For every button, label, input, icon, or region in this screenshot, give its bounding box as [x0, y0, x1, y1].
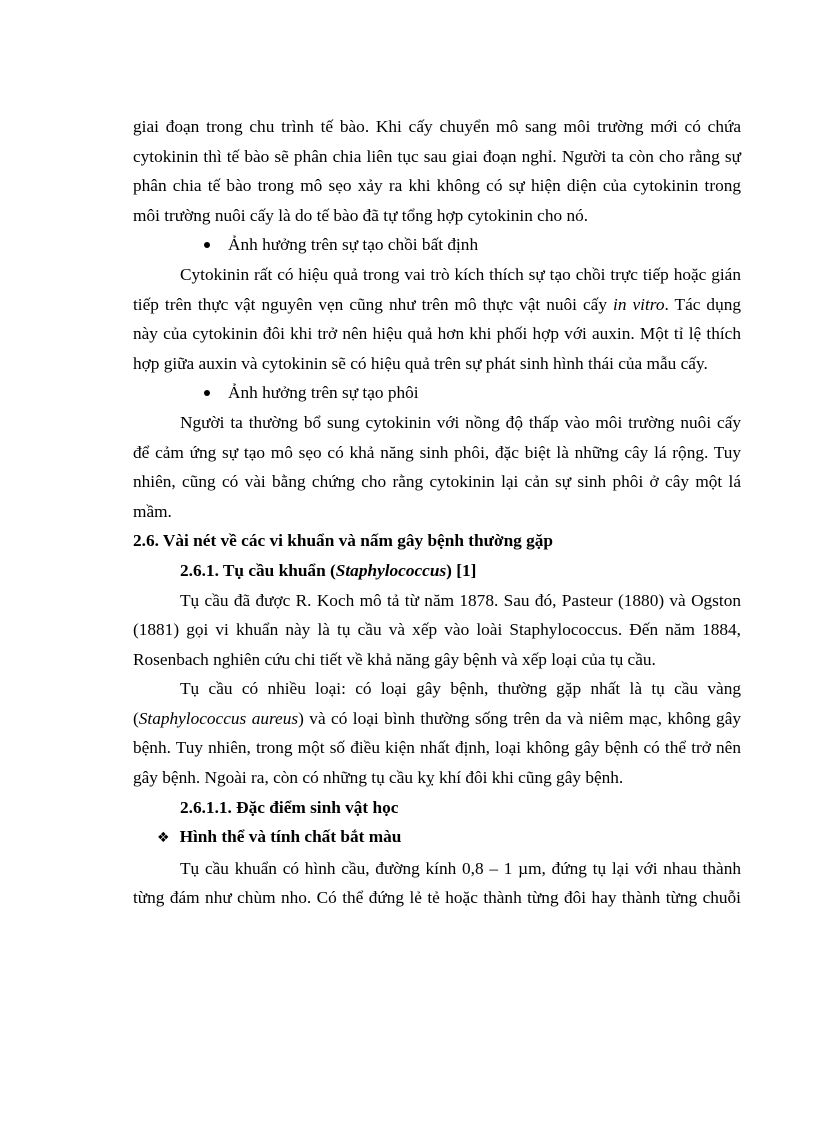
bullet-item	[133, 378, 741, 408]
subsubsection-heading: 2.6.1.1. Đặc điểm sinh vật học	[180, 797, 399, 817]
paragraph-line: để cảm ứng sự tạo mô sẹo có khả năng sinh phôi, đặc biệt là những cây lá rộng. Tuy	[133, 442, 741, 462]
italic-term: Staphylococcus	[335, 560, 447, 580]
italic-term: in vitro	[613, 294, 665, 314]
diamond-heading	[133, 822, 741, 854]
paragraph-line: này của cytokinin đôi khi trở nên hiệu quả hơn khi phối hợp với auxin. Một tỉ lệ thích	[133, 324, 741, 344]
heading-text: Hình thể và tính chất bắt màu	[179, 827, 402, 847]
paragraph-line: Rosenbach nghiên cứu chi tiết về khả năng gây bệnh và xếp loại của tụ cầu.	[133, 649, 656, 669]
paragraph-line: hợp giữa auxin và cytokinin sẽ có hiệu quả trên sự phát sinh hình thái của mẫu cấy.	[133, 353, 708, 373]
text-run: ) [1]	[446, 560, 477, 580]
paragraph-line	[133, 704, 741, 734]
text-run: (	[133, 708, 139, 728]
paragraph-line: nhiên, cũng có vài bằng chứng cho rằng cytokinin lại cản sự sinh phôi ở cây một lá	[133, 472, 741, 492]
text-run: ) và có loại bình thường sống trên da và niêm mạc, không gây	[298, 708, 741, 728]
paragraph-line: Tụ cầu có nhiều loại: có loại gây bệnh, thường gặp nhất là tụ cầu vàng	[180, 679, 741, 699]
paragraph-line: bệnh. Tuy nhiên, trong một số điều kiện nhất định, loại không gây bệnh có thể trở nên	[133, 738, 741, 758]
paragraph-line: phân chia tế bào trong mô sẹo xảy ra khi không có sự hiện diện của cytokinin trong	[133, 176, 741, 196]
paragraph-line: mầm.	[133, 501, 172, 521]
italic-term: Staphylococcus aureus	[138, 708, 299, 728]
paragraph-line: Cytokinin rất có hiệu quả trong vai trò kích thích sự tạo chồi trực tiếp hoặc gián	[180, 264, 741, 284]
bullet-text: Ảnh hưởng trên sự tạo phôi	[228, 383, 419, 403]
paragraph-line: môi trường nuôi cấy là do tế bào đã tự tổng hợp cytokinin cho nó.	[133, 205, 589, 225]
paragraph-line: từng đám như chùm nho. Có thể đứng lẻ tẻ hoặc thành từng đôi hay thành từng chuỗi	[133, 888, 741, 908]
section-heading: 2.6. Vài nét về các vi khuẩn và nấm gây bệnh thường gặp	[133, 531, 554, 551]
text-run: 2.6.1. Tụ cầu khuẩn (	[180, 560, 336, 580]
paragraph-line: (1881) gọi vi khuẩn này là tụ cầu và xếp vào loài Staphylococcus. Đến năm 1884,	[133, 620, 741, 640]
paragraph-line: Người ta thường bổ sung cytokinin với nồng độ thấp vào môi trường nuôi cấy	[180, 412, 741, 432]
paragraph-line: giai đoạn trong chu trình tế bào. Khi cấy chuyển mô sang môi trường mới có chứa	[133, 117, 741, 136]
text-run: . Tác dụng	[664, 294, 741, 314]
text-run: tiếp trên thực vật nguyên vẹn cũng như trên mô thực vật nuôi cấy	[133, 294, 614, 314]
bullet-text: Ảnh hưởng trên sự tạo chồi bất định	[228, 235, 479, 255]
subsection-heading	[133, 556, 741, 586]
paragraph-line: gây bệnh. Ngoài ra, còn có những tụ cầu kỵ khí đôi khi cũng gây bệnh.	[133, 768, 624, 788]
bullet-item	[133, 230, 741, 260]
paragraph-line	[133, 290, 741, 320]
paragraph-line: Tụ cầu khuẩn có hình cầu, đường kính 0,8 – 1 µm, đứng tụ lại với nhau thành	[180, 858, 741, 878]
paragraph-line: cytokinin thì tế bào sẽ phân chia liên tục sau giai đoạn nghỉ. Người ta còn cho rằng sự	[133, 146, 741, 166]
document-page	[133, 112, 741, 913]
diamond-bullet-icon: ❖	[157, 830, 170, 847]
paragraph-line: Tụ cầu đã được R. Koch mô tả từ năm 1878. Sau đó, Pasteur (1880) và Ogston	[180, 590, 741, 610]
